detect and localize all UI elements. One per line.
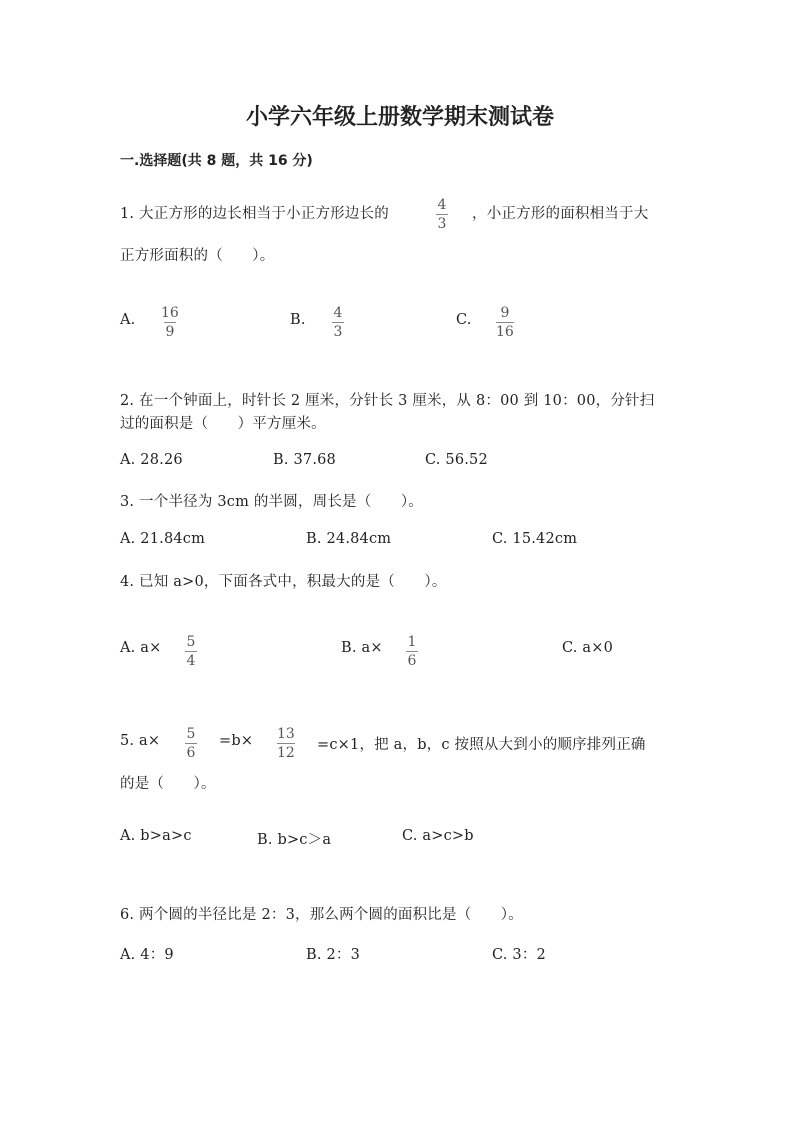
page-title: 小学六年级上册数学期末测试卷: [245, 105, 554, 130]
q3-text-line1: 3. 一个半径为 3cm 的半圆，周长是（ ）。: [120, 494, 424, 510]
q5-option-c: C. a>c>b: [402, 828, 474, 844]
q1-option-a-fraction: [160, 306, 180, 339]
q5-fraction-2-denominator: 12: [277, 745, 295, 761]
q5-text-post: =c×1，把 a，b，c 按照从大到小的顺序排列正确: [317, 737, 646, 753]
q1-option-a-numerator: 16: [161, 305, 179, 321]
q4-option-b-denominator: 6: [407, 653, 417, 669]
q1-fraction-numerator: 4: [437, 197, 447, 213]
q4-option-b-fraction: [406, 635, 418, 668]
q4-option-a-denominator: 4: [186, 653, 196, 669]
q3-option-b: B. 24.84cm: [306, 531, 392, 547]
q1-option-b-label: B.: [290, 312, 306, 328]
q1-text-part2: ，小正方形的面积相当于大: [472, 206, 649, 222]
q5-text-pre: 5. a×: [120, 733, 161, 749]
q2-option-c: C. 56.52: [425, 452, 488, 468]
q5-fraction-2-numerator: 13: [277, 726, 295, 742]
q1-text-part1: 1. 大正方形的边长相当于小正方形边长的: [120, 206, 389, 222]
q6-option-a: A. 4：9: [120, 947, 174, 963]
q1-option-c-fraction: [496, 306, 514, 339]
q5-option-b: B. b>c＞a: [257, 832, 332, 848]
q1-fraction-denominator: 3: [437, 216, 447, 232]
q5-option-a: A. b>a>c: [120, 828, 192, 844]
q4-option-b-label: B. a×: [341, 640, 383, 656]
q1-option-a-denominator: 9: [165, 324, 175, 340]
q1-option-c-label: C.: [456, 312, 472, 328]
q4-option-c: C. a×0: [562, 640, 614, 656]
q3-option-c: C. 15.42cm: [492, 531, 578, 547]
q4-text-line1: 4. 已知 a>0，下面各式中，积最大的是（ ）。: [120, 574, 447, 590]
q1-option-c-numerator: 9: [500, 305, 510, 321]
q5-fraction-1: [185, 727, 197, 760]
q5-text-mid: =b×: [219, 733, 254, 749]
q2-text-line1: 2. 在一个钟面上，时针长 2 厘米，分针长 3 厘米，从 8：00 到 10：00，分针扫: [120, 393, 655, 409]
q6-option-b: B. 2：3: [306, 947, 361, 963]
q2-option-b: B. 37.68: [273, 452, 336, 468]
q1-option-b-fraction: [332, 306, 344, 339]
q4-option-a-fraction: [185, 635, 197, 668]
q6-option-c: C. 3：2: [492, 947, 546, 963]
q1-option-b-numerator: 4: [333, 305, 343, 321]
q5-fraction-1-numerator: 5: [186, 726, 196, 742]
q1-option-b-denominator: 3: [333, 324, 343, 340]
q3-option-a: A. 21.84cm: [120, 531, 206, 547]
q1-option-a-label: A.: [120, 312, 136, 328]
q4-option-a-label: A. a×: [120, 640, 162, 656]
q4-option-a-numerator: 5: [186, 634, 196, 650]
section-heading: 一.选择题(共 8 题，共 16 分): [120, 153, 313, 169]
q2-option-a: A. 28.26: [120, 452, 183, 468]
q1-option-c-denominator: 16: [496, 324, 514, 340]
q5-fraction-1-denominator: 6: [186, 745, 196, 761]
q2-text-line2: 过的面积是（ ）平方厘米。: [120, 416, 326, 432]
q1-fraction: [436, 198, 448, 231]
q5-fraction-2: [276, 727, 296, 760]
q5-text-line2: 的是（ ）。: [120, 776, 216, 792]
q4-option-b-numerator: 1: [407, 634, 417, 650]
q1-text-part3: 正方形面积的（ ）。: [120, 248, 275, 264]
q6-text-line1: 6. 两个圆的半径比是 2：3，那么两个圆的面积比是（ ）。: [120, 907, 523, 923]
